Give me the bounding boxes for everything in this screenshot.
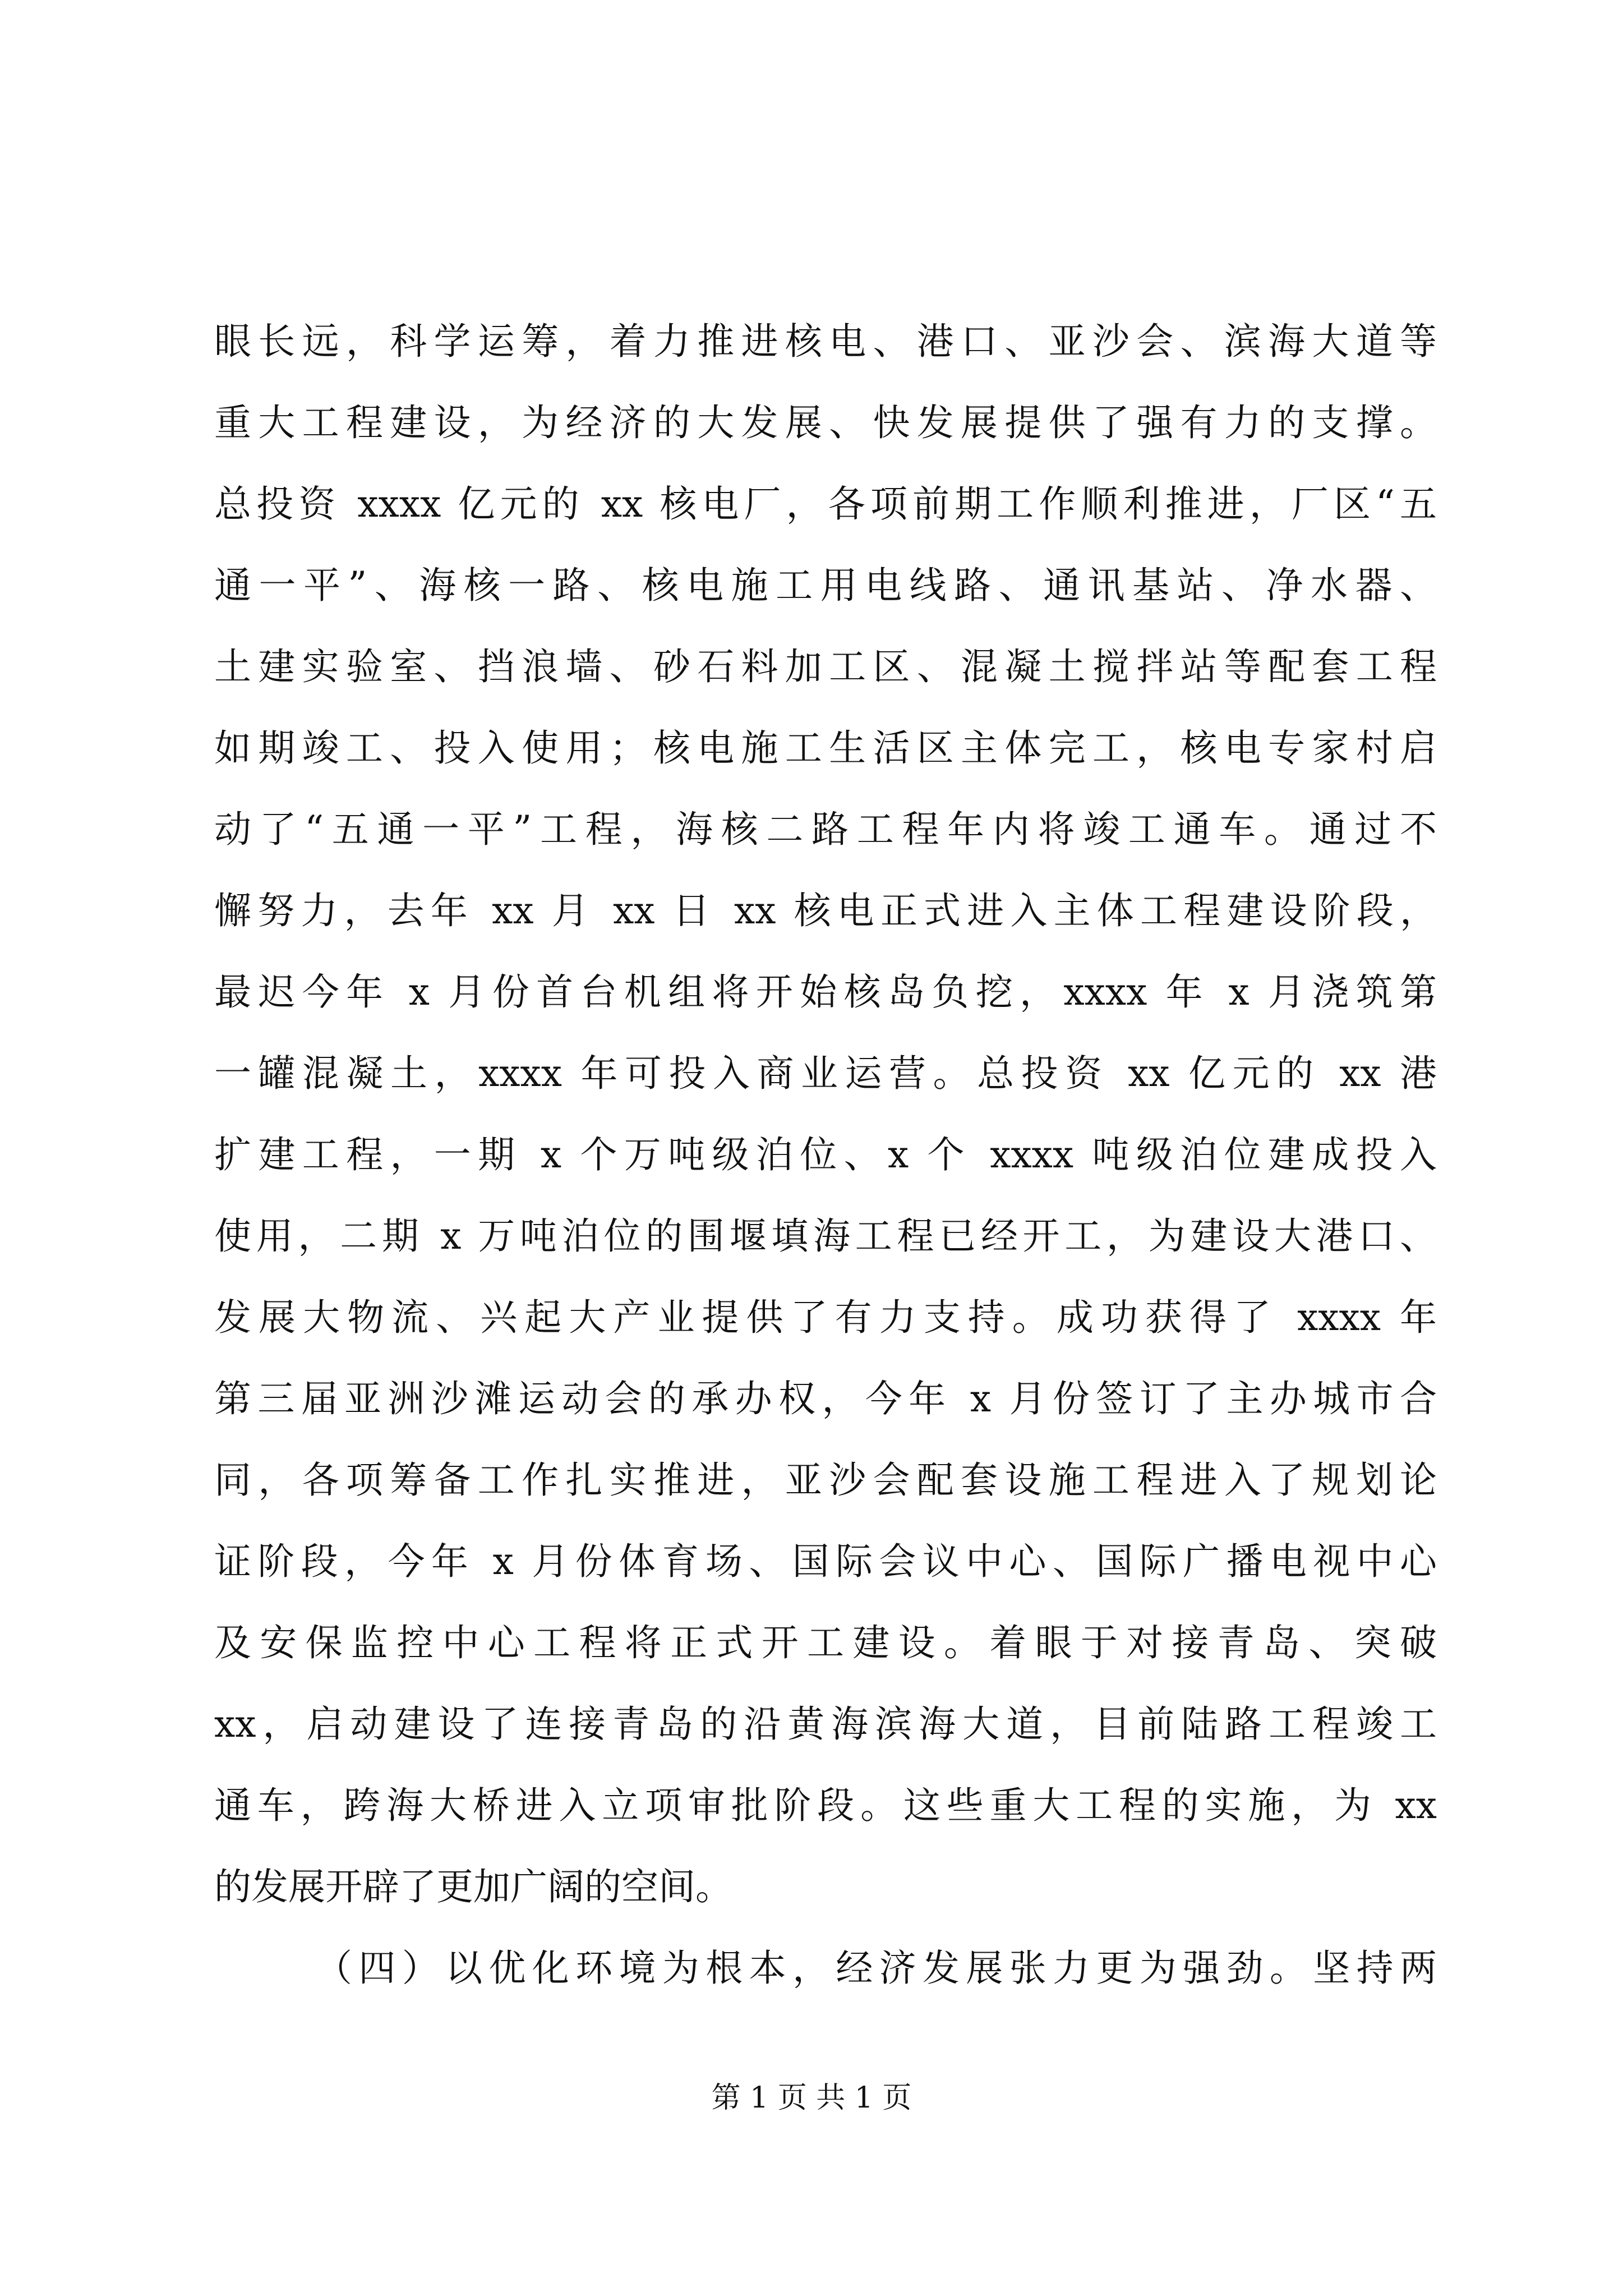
text-line: 第三届亚洲沙滩运动会的承办权，今年 x 月份签订了主办城市合 xyxy=(214,1377,1437,1420)
text-line: 扩建工程，一期 x 个万吨级泊位、x 个 xxxx 吨级泊位建成投入 xyxy=(214,1133,1437,1176)
paragraph-end-line: 的发展开辟了更加广阔的空间。 xyxy=(214,1865,732,1908)
text-line: 如期竣工、投入使用；核电施工生活区主体完工，核电专家村启 xyxy=(214,726,1437,770)
text-line: xx，启动建设了连接青岛的沿黄海滨海大道，目前陆路工程竣工 xyxy=(214,1703,1437,1746)
section-heading-line: （四）以优化环境为根本，经济发展张力更为强劲。坚持两 xyxy=(315,1947,1437,1990)
text-line: 及安保监控中心工程将正式开工建设。着眼于对接青岛、突破 xyxy=(214,1621,1437,1664)
text-line: 动了“五通一平”工程，海核二路工程年内将竣工通车。通过不 xyxy=(214,808,1437,851)
text-line: 发展大物流、兴起大产业提供了有力支持。成功获得了 xxxx 年 xyxy=(214,1296,1437,1339)
body-text xyxy=(214,301,1437,2009)
text-line: 使用，二期 x 万吨泊位的围堰填海工程已经开工，为建设大港口、 xyxy=(214,1214,1437,1258)
text-line: 重大工程建设，为经济的大发展、快发展提供了强有力的支撑。 xyxy=(214,401,1437,444)
page-footer: 第 1 页 共 1 页 xyxy=(711,2081,912,2115)
text-line: 同，各项筹备工作扎实推进，亚沙会配套设施工程进入了规划论 xyxy=(214,1458,1437,1502)
text-line: 土建实验室、挡浪墙、砂石料加工区、混凝土搅拌站等配套工程 xyxy=(214,645,1437,688)
text-line: 眼长远，科学运筹，着力推进核电、港口、亚沙会、滨海大道等 xyxy=(214,320,1437,363)
text-line: 懈努力，去年 xx 月 xx 日 xx 核电正式进入主体工程建设阶段， xyxy=(214,889,1437,932)
text-line: 最迟今年 x 月份首台机组将开始核岛负挖，xxxx 年 x 月浇筑第 xyxy=(214,970,1437,1014)
text-line: 总投资 xxxx 亿元的 xx 核电厂，各项前期工作顺利推进，厂区“五 xyxy=(214,482,1437,526)
text-line: 证阶段，今年 x 月份体育场、国际会议中心、国际广播电视中心 xyxy=(214,1540,1437,1583)
text-line: 通一平”、海核一路、核电施工用电线路、通讯基站、净水器、 xyxy=(214,564,1437,607)
text-line: 通车，跨海大桥进入立项审批阶段。这些重大工程的实施，为 xx xyxy=(214,1784,1437,1827)
text-line: 一罐混凝土，xxxx 年可投入商业运营。总投资 xx 亿元的 xx 港 xyxy=(214,1052,1437,1095)
